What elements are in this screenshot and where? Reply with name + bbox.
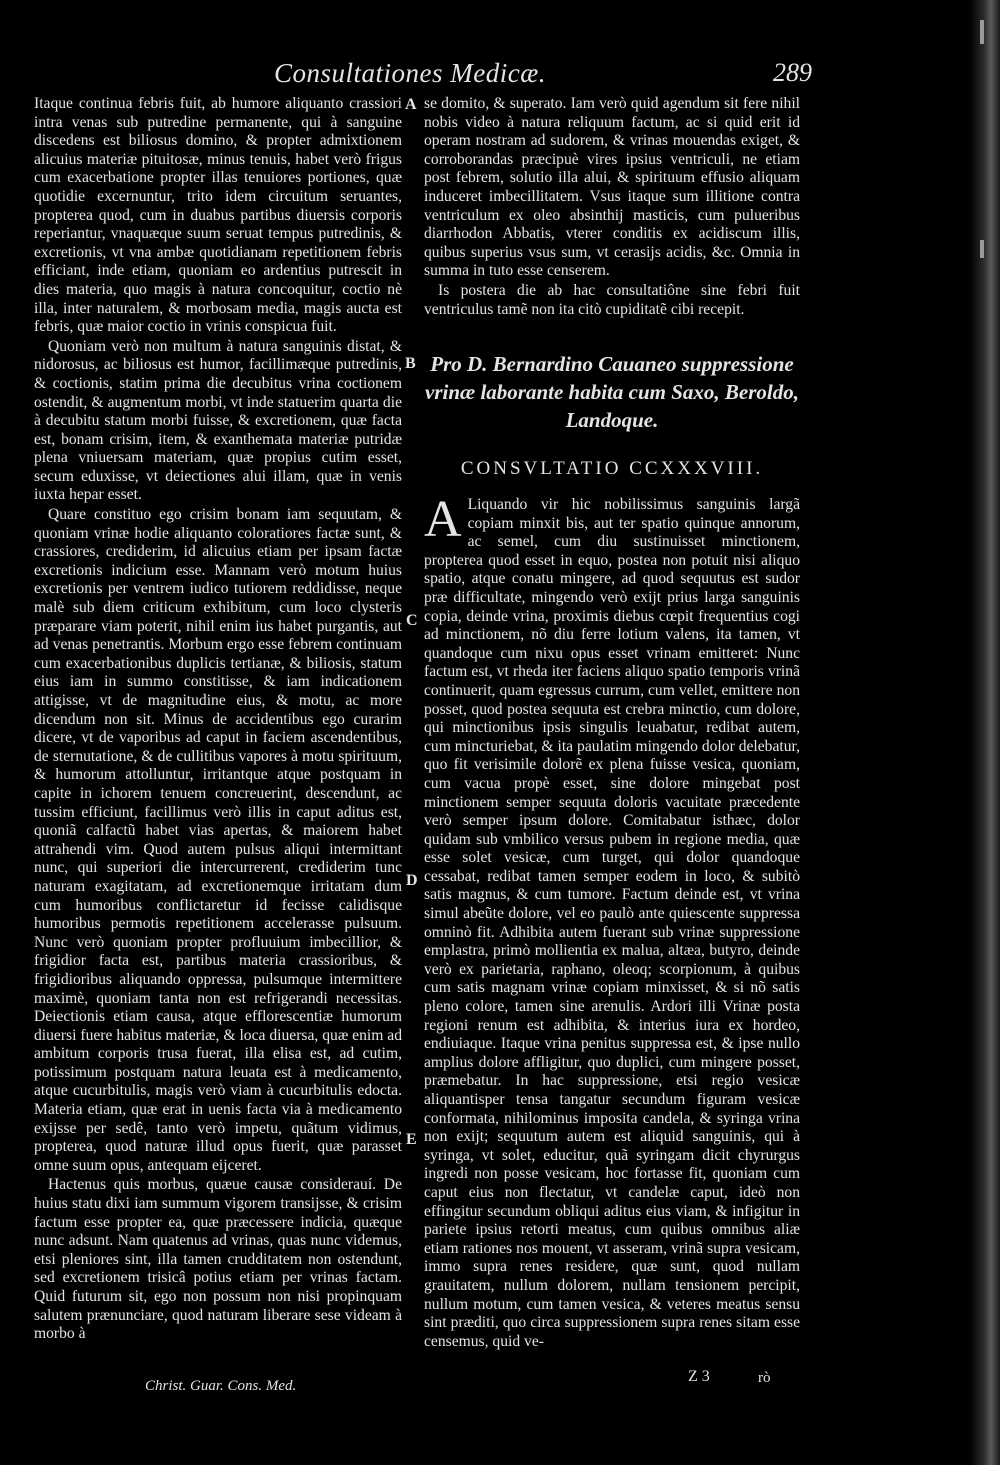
margin-marker-d: D — [406, 872, 418, 889]
consultation-heading: Pro D. Bernardino Cauaneo suppressione vrinæ laborante habita cum Saxo, Beroldo, Landoque. — [425, 352, 799, 432]
paragraph — [424, 491, 800, 1351]
consultation-number: CONSVLTATIO CCXXXVIII. — [460, 458, 764, 479]
right-text-column-bottom — [424, 491, 800, 1352]
drop-capital: A — [424, 491, 462, 548]
paragraph: Quoniam verò non multum à natura sanguinis distat, & nidorosus, ac biliosus est humor, facillimæque putredinis, & coctionis, statim prima die decubitus vrina coctionem ostendit, & augmentum morbi, vt inde statuerim quarta die à decubitu statum morbi fuisse, & excretionem, quæ facta est, bonam crisim, item, & exanthemata materiæ putridæ plena vniuersam materiam, quæ propius cutim esset, secum eduxisse, vt deiectiones alui illam, quæ in venis iuxta hepar esset. — [34, 337, 402, 504]
footer-running-title: Christ. Guar. Cons. Med. — [145, 1378, 297, 1394]
page-number: 289 — [773, 58, 812, 87]
margin-marker-a: A — [405, 96, 417, 113]
binding-mark — [980, 240, 984, 258]
page-binding-shadow — [970, 0, 1000, 1465]
margin-marker-c: C — [406, 612, 418, 629]
margin-marker-b: B — [405, 355, 416, 372]
paragraph: Quare constituo ego crisim bonam iam sequutam, & quoniam vrinæ hodie aliquanto coloratiores factæ sunt, & crassiores, crediderim, id alicuius etiam per ipsam factæ excretionis indicium esse. Mannam verò motum huius excretionis per ventrem iudico tutiorem reddidisse, neque malè sub diem criticum exhibitum, cum loco clysteris præparare viam poterit, nihil enim ius habet purgantis, aut ad venas penetrantis. Morbum ergo esse febrem continuam cum exacerbationibus duplicis tertianæ, & biliosis, statum eius iam in summo constitisse, & iam indicationem attigisse, vt de magnitudine eius, & motu, ac more dicendum non sit. Minus de accidentibus ego curarim dicere, vt de vaporibus ad caput in faciem ascendentibus, de sternutatione, & de cullitibus vapores à motu spirituum, & humorum attolluntur, irritantque atque postquam in capite in ichorem tenuem concreuerint, descendunt, ac tussim efficiunt, facillimus verò illis in caput aditus est, quoniã calfactũ habet vias apertas, & maiorem habet attrahendi vim. Quod autem pulsus aliqui intermittant nunc, qui superiori die intercurrerent, crediderim tunc naturam exagitatam, ad excretionemque irritatam dum cum humoribus conflictaretur id fecisse calidisque humoribus permotis repetitionem accelerasse pulsuum. Nunc verò quoniam propter profluuium imbecillior, & frigidior facta est, partibus materia crassioribus, & frigidioribus aliquando oppressa, pulsumque intermittere maximè, quoniam tanta non est refrigerandi necessitas. Deiectionis etiam causa, atque efflorescentiæ humorum diuersi fuere habitus materiæ, & loca diuersa, quæ enim ad ambitum corporis trusa fuerat, illa elisa est, ad cutim, potissimum postquam natura leuata est à medicamento, atque cucurbitulis, magis verò viam à cucurbitulis edocta. Materia etiam, quæ erat in uenis facta via à medicamento exijsse per sedê, tanto verò impetu, quãtum vidimus, propterea, quod naturæ illud opus fuerit, quæ parasset omne suum opus, antequam eijceret. — [34, 506, 402, 1174]
binding-mark — [980, 20, 984, 44]
margin-marker-e: E — [406, 1131, 417, 1148]
catchword: rò — [758, 1370, 771, 1386]
paragraph: Hactenus quis morbus, quæue causæ considerauí. De huius statu dixi iam summum vigorem transijsse, & crisim factum esse propter ea, quæ præcessere indicia, quæque nunc adsunt. Nam quatenus ad vrinas, quas nunc videmus, etsi pleniores sint, illa tamen crudditatem non ostendunt, sed excretionem trisicâ potius etiam per vrinas factam. Quid futurum sit, ego non possum non nisi propinquam salutem prænunciare, quod naturam liberare sese videam à morbo à — [34, 1176, 402, 1343]
right-text-column-top — [424, 95, 800, 320]
signature-mark: Z 3 — [688, 1368, 710, 1385]
running-header-title: Consultationes Medicæ. — [274, 58, 546, 88]
paragraph-text: Liquando vir hic nobilissimus sanguinis largã copiam minxit bis, aut ter spatio quinque annorum, ac semel, cum diu sustinuisset minctionem, propterea quod esset in equo, postea non potuit nisi aliquo spatio, atque conatu mingere, ad quod sequutus est sudor præ difficultate, mingendo verò exijt prius larga sanguinis copia, deinde vrina, proximis diebus cœpit frequentius cogi ad minctionem, nõ diu ferre lotium valens, ita tamen, vt quandoque cum nixu opus esset vrinam emitteret: Nunc factum est, vt rheda iter faciens aliquo spatio temporis vrinã continuerit, quam egressus currum, cum vellet, emittere non posset, quod postea sequuta est crebra minctio, cum dolore, qui minctionibus ipsis singulis leuabatur, redibat autem, cum mincturiebat, & ita paulatim mingendo dolor delebatur, quo fit verisimile dolorẽ ex plena fuisse vesica, quoniam, cum vacua propè esset, sine dolore mingebat post minctionem semper sequuta doloris vacuitate præcedente verò semper ipsum dolore. Comitabatur isthæc, dolor quidam sub vmbilico versus pubem in regione media, quæ esse solet vesicæ, cum turget, qui dolor quandoque cessabat, redibat tamen semper eodem in loco, & subitò satis magnus, & cum tumore. Factum deinde est, vt vrina simul abeũte dolore, vel eo paulò ante quiescente suppressa omninò fit. Adhibita autem fuerant sub vrinæ suppressione emplastra, primò mollientia ex malua, altæa, butyro, deinde verò ex parietaria, raphano, oleoq; scorpionum, à quibus cum satis magnam vrinæ copiam minxisset, & si nõ satis pleno colore, tamen sine arenulis. Ardori illi Vrinæ posta regioni renum est adhibita, & interius iura ex hordeo, endiuiaque. Itaque vrina penitus suppressa est, & ipse nullo amplius dolore affligitur, quo duplici, cum mingere posset, præmebatur. In hac suppressione, etsi regio vesicæ aliquantisper tensa tangatur secundum figuram vesicæ conformata, nihilominus imposita candela, & syringa vrina non exijt; sequutum autem est aliquid sanguinis, qui à syringa, vt solet, educitur, quã syringam dicit chyrurgus ingredi non posse vesicam, hoc fortasse fit, quoniam cum caput eius non flectatur, vt candelæ caput, ideò non effingitur secundum obliqui aditus eius viam, & infigitur in pariete ipsius retorti meatus, cum quibus omnibus aliæ etiam rationes nos mouent, vt asseram, vrinã supra vesicam, immo supra renes residere, quæ sunt, quod nullam grauitatem, nullum dolorem, nullam tensionem percipit, nullum motum, cum tamen vesica, & veteres meatus sensu sint præditi, quo circa suppressionem supra renes sitam esse censemus, quid ve- — [424, 496, 800, 1350]
paragraph: se domito, & superato. Iam verò quid agendum sit fere nihil nobis video à natura reliquum factum, ac si quid erit id operam nostram ad sudorem, & vrinas mouendas exiget, & corroborandas præcipuè vires ipsius ventriculi, ne etiam post febrem, solutio illa alui, & spirituum effusio aliquam induceret imbecillitatem. Vsus itaque sum illitione contra ventriculum ex oleo absinthij masticis, cum pulueribus diarrhodon Abbatis, vterer conditis ex acidiscum illis, quibus superius vsus sum, vt cerasijs acidis, &c. Omnia in summa in tuto esse censerem. — [424, 95, 800, 280]
paragraph: Is postera die ab hac consultatiône sine febri fuit ventriculus tamẽ non ita citò cupiditatẽ cibi recepit. — [424, 281, 800, 318]
paragraph: Itaque continua febris fuit, ab humore aliquanto crassiori intra venas sub putredine permanente, qui à sanguine discedens est biliosus domino, & propter admixtionem alicuius materiæ pituitosæ, minus tenuis, habet verò frigus cum exacerbatione propter illas tenuiores portiones, quæ quotidie excernuntur, trito idem circuitum seruantes, propterea quod, cum in duabus partibus diuersis corporis reperiantur, vnaquæque suum seruat tempus putredinis, & excretionis, vt vna ambæ quotidianam repetitionem febris efficiant, inde etiam, quoniam eo ardentius putrescit in dies materia, quo magis à natura concoquitur, coctio nè illa, inter naturalem, & morbosam media, magis aucta est febris, quæ maior coctio in vrinis conspicua fuit. — [34, 95, 402, 336]
left-text-column — [34, 95, 402, 1345]
